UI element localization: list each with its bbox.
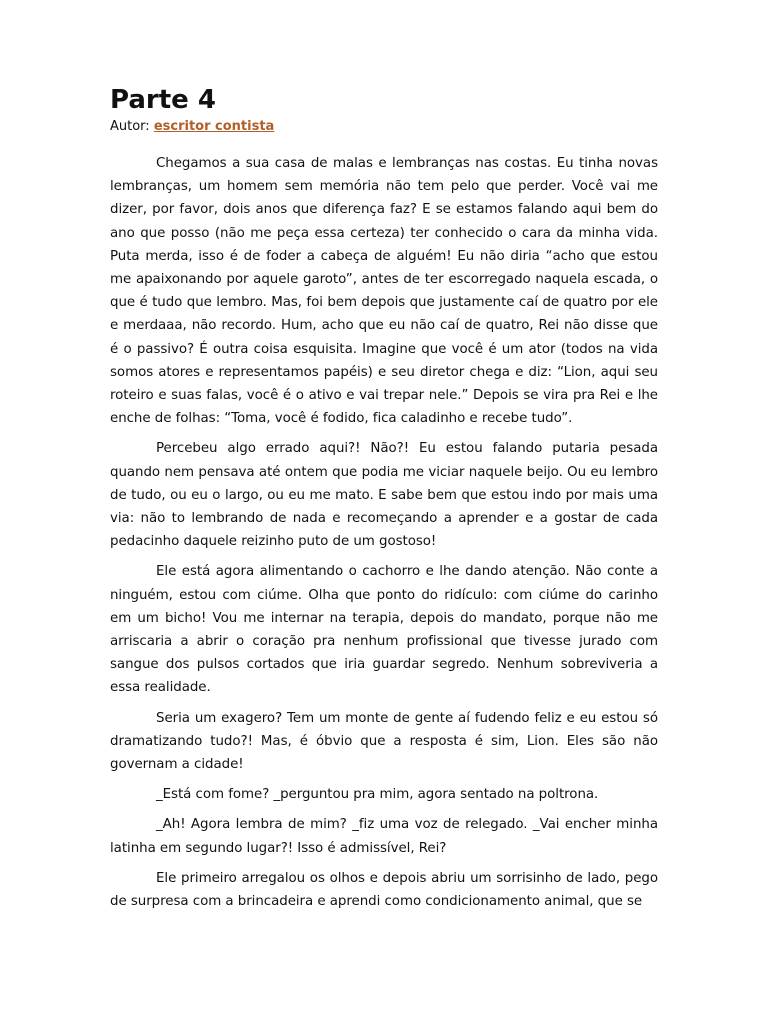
paragraph: _Ah! Agora lembra de mim? _fiz uma voz de relegado. _Vai encher minha latinha em segundo lugar?! Isso é admissível, Rei? [110, 817, 658, 856]
author-label: Autor: [110, 119, 150, 134]
author-link[interactable]: escritor contista [153, 119, 275, 134]
page-title: Parte 4 [110, 85, 216, 115]
paragraph: Ele está agora alimentando o cachorro e lhe dando atenção. Não conte a ninguém, estou com ciúme. Olha que ponto do ridículo: com ciúme do carinho em um bicho! Vou me internar na terapia, depois do mandato, porque não me arriscaria a abrir o coração pra nenhum profissional que tivesse jurado com sangue dos pulsos cortados que iria guardar segredo. Nenhum sobreviveria a essa realidade. [110, 564, 658, 696]
paragraph: _Está com fome? _perguntou pra mim, agora sentado na poltrona. [156, 787, 599, 803]
paragraph: Seria um exagero? Tem um monte de gente aí fudendo feliz e eu estou só dramatizando tudo?! Mas, é óbvio que a resposta é sim, Lion. Eles são não governam a cidade! [110, 710, 658, 773]
paragraph: Percebeu algo errado aqui?! Não?! Eu estou falando putaria pesada quando nem pensava até ontem que podia me viciar naquele beijo. Ou eu lembro de tudo, ou eu o largo, ou eu me mato. E sabe bem que estou indo por mais uma via: não to lembrando de nada e recomeçando a aprender e a gostar de cada pedacinho daquele reizinho puto de um gostoso! [110, 441, 658, 550]
paragraph: Chegamos a sua casa de malas e lembranças nas costas. Eu tinha novas lembranças, um homem sem memória não tem pelo que perder. Você vai me dizer, por favor, dois anos que diferença faz? E se estamos falando aqui bem do ano que posso (não me peça essa certeza) ter conhecido o cara da minha vida. Puta merda, isso é de foder a cabeça de alguém! Eu não diria “acho que estou me apaixonando por aquele garoto”, antes de ter escorregado naquela escada, o que é tudo que lembro. Mas, foi bem depois que justamente caí de quatro por ele e merdaaa, não recordo. Hum, acho que eu não caí de quatro, Rei não disse que é o passivo? É outra coisa esquisita. Imagine que você é um ator (todos na vida somos atores e representamos papéis) e seu diretor chega e diz: “Lion, aqui seu roteiro e suas falas, você é o ativo e vai trepar nele.” Depois se vira pra Rei e lhe enche de folhas: “Toma, você é fodido, fica caladinho e recebe tudo”. [110, 156, 658, 427]
document-page [110, 84, 658, 920]
paragraph: Ele primeiro arregalou os olhos e depois abriu um sorrisinho de lado, pego de surpresa com a brincadeira e aprendi como condicionamento animal, que se [110, 870, 658, 910]
author-line [110, 118, 658, 136]
